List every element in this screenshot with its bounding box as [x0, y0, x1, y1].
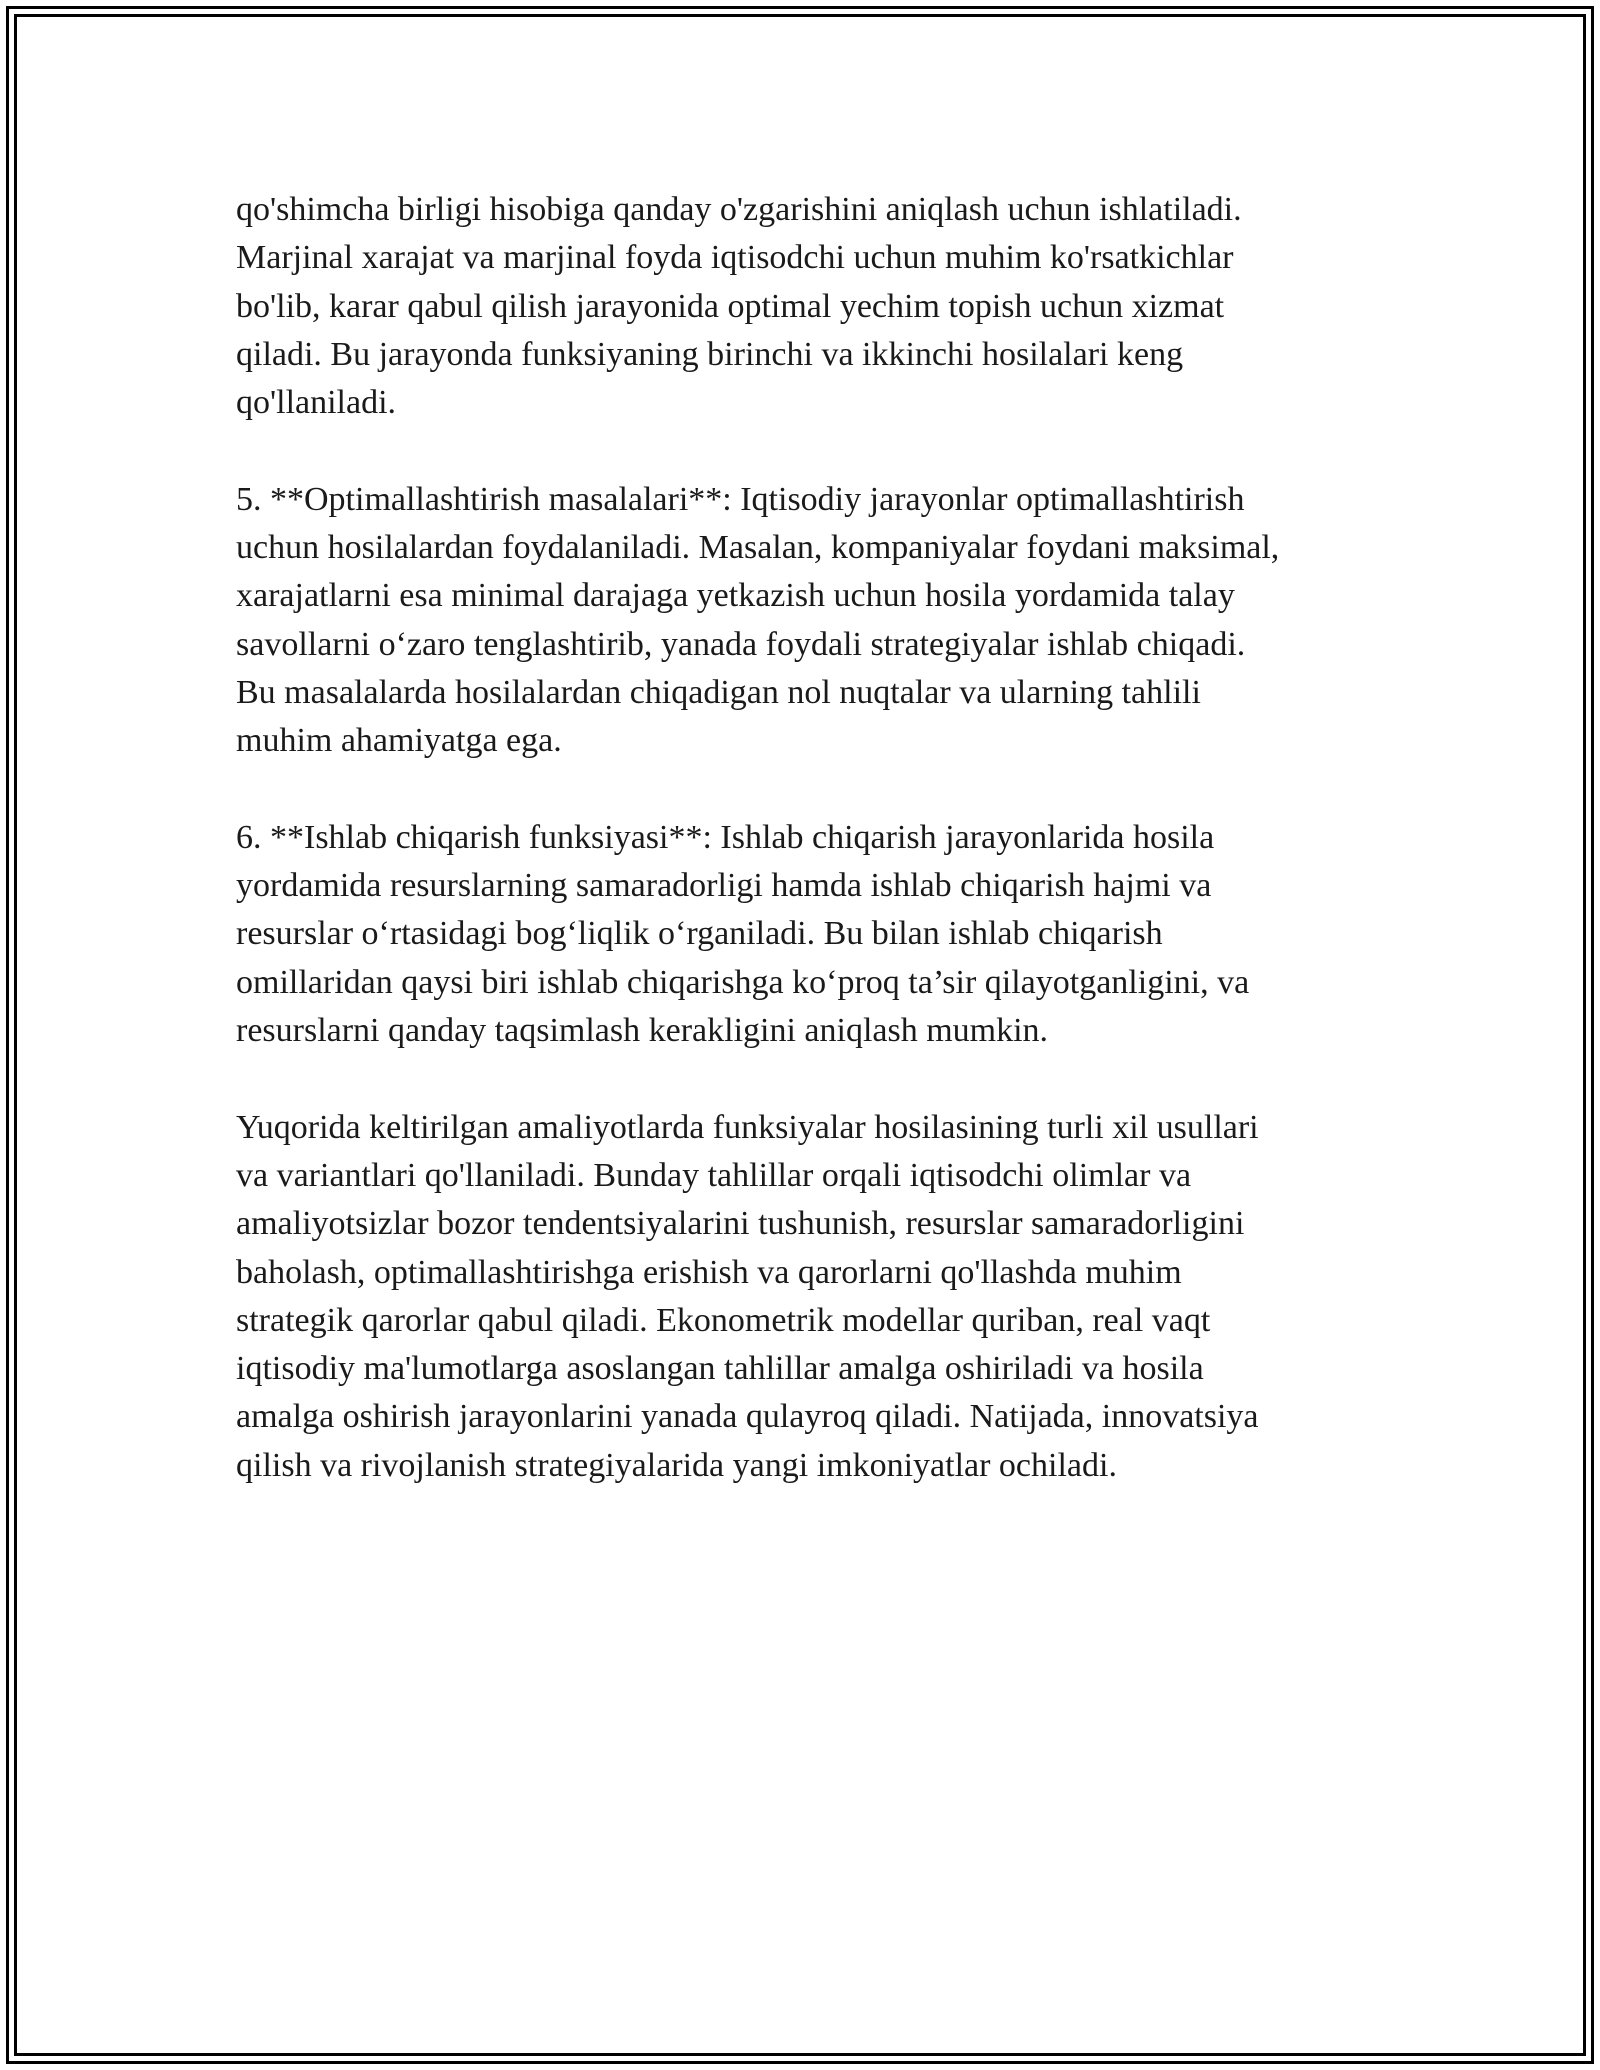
- paragraph-marginal-analysis: qo'shimcha birligi hisobiga qanday o'zgarishini aniqlash uchun ishlatiladi. Marjinal xarajat va marjinal foyda iqtisodchi uchun muhim ko'rsatkichlar bo'lib, karar qabul qilish jarayonida optimal yechim topish uchun xizmat qiladi. Bu jarayonda funksiyaning birinchi va ikkinchi hosilalari keng qo'llaniladi.: [236, 191, 1242, 422]
- document-body: [236, 186, 1396, 1538]
- paragraph-production-function: 6. **Ishlab chiqarish funksiyasi**: Ishlab chiqarish jarayonlarida hosila yordamida resurslarning samaradorligi hamda ishlab chiqarish hajmi va resurslar o‘rtasidagi bog‘liqlik o‘rganiladi. Bu bilan ishlab chiqarish omillaridan qaysi biri ishlab chiqarishga ko‘proq ta’sir qilayotganligini, va resurslarni qanday taqsimlash kerakligini aniqlash mumkin.: [236, 818, 1250, 1050]
- paragraph-conclusion: Yuqorida keltirilgan amaliyotlarda funksiyalar hosilasining turli xil usullari va variantlari qo'llaniladi. Bunday tahlillar orqali iqtisodchi olimlar va amaliyotsizlar bozor tendentsiyalarini tushunish, resurslar samaradorligini baholash, optimallashtirishga erishish va qarorlarni qo'llashda muhim strategik qarorlar qabul qiladi. Ekonometrik modellar quriban, real vaqt iqtisodiy ma'lumotlarga asoslangan tahlillar amalga oshiriladi va hosila amalga oshirish jarayonlarini yanada qulayroq qiladi. Natijada, innovatsiya qilish va rivojlanish strategiyalarida yangi imkoniyatlar ochiladi.: [236, 1108, 1259, 1484]
- paragraph-optimization-problems: 5. **Optimallashtirish masalalari**: Iqtisodiy jarayonlar optimallashtirish uchun hosilalardan foydalaniladi. Masalan, kompaniyalar foydani maksimal, xarajatlarni esa minimal darajaga yetkazish uchun hosila yordamida talay savollarni o‘zaro tenglashtirib, yanada foydali strategiyalar ishlab chiqadi. Bu masalalarda hosilalardan chiqadigan nol nuqtalar va ularning tahlili muhim ahamiyatga ega.: [236, 480, 1280, 760]
